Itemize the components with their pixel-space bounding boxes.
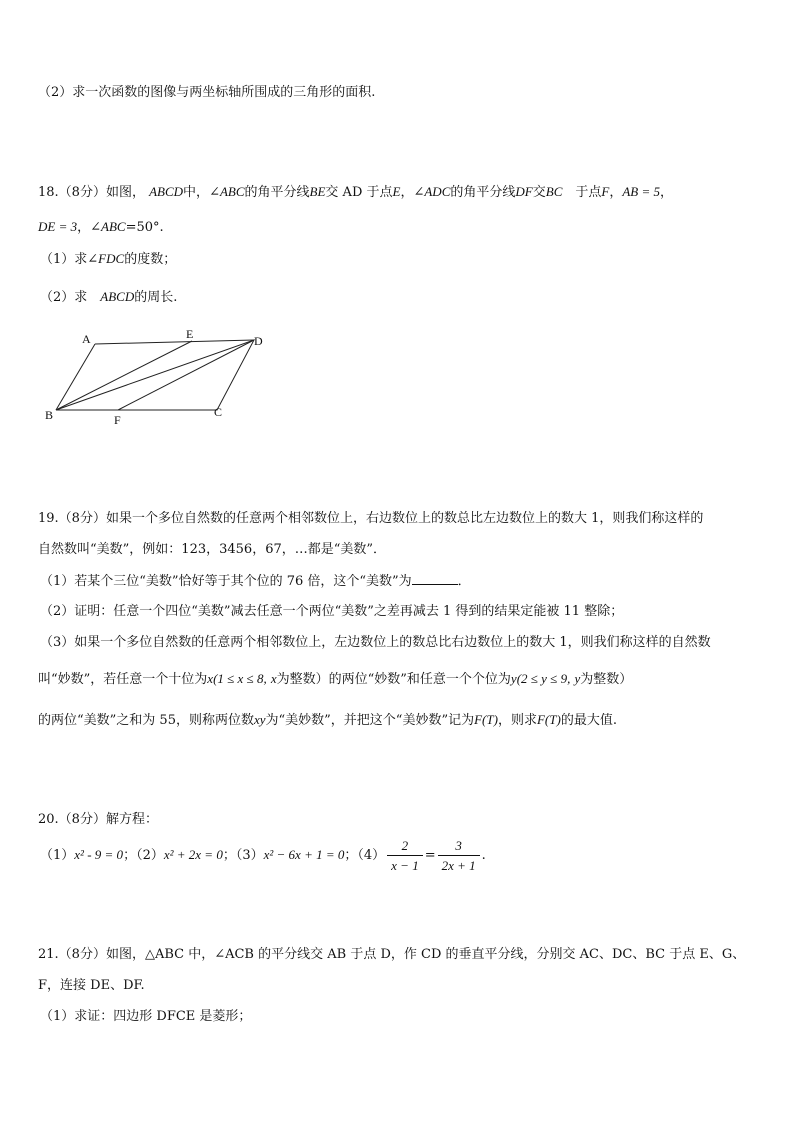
q19-line6: 叫“妙数”，若任意一个十位为x(1 ≤ x ≤ 8, x为整数）的两位“妙数”和任意一个个位为y(2 ≤ y ≤ 9, y为整数） bbox=[38, 671, 633, 687]
q18-part2: （2）求 ABCD的周长. bbox=[40, 289, 178, 305]
segment-df bbox=[118, 340, 254, 410]
label-b: B bbox=[45, 408, 54, 422]
q21-line2: F，连接 DE、DF. bbox=[38, 978, 145, 993]
parallelogram-figure bbox=[40, 326, 280, 436]
fraction-right: $\frac{3}{2x + 1}$ bbox=[438, 837, 480, 874]
label-d: D bbox=[254, 334, 263, 348]
q21-part1: （1）求证：四边形 DFCE 是菱形； bbox=[40, 1009, 252, 1024]
q19-part2: （2）证明：任意一个四位“美数”减去任意一个两位“美数”之差再减去 1 得到的结果定能被 11 整除； bbox=[40, 604, 624, 619]
label-f: F bbox=[114, 413, 121, 427]
q19-line7: 的两位“美数”之和为 55，则称两位数xy为“美妙数”，并把这个“美妙数”记为F(T)，则求F(T)的最大值. bbox=[38, 712, 617, 728]
parallelogram-abcd bbox=[56, 340, 254, 410]
q20-header: 20.（8分）解方程： bbox=[38, 812, 158, 827]
q18-line1: 18.（8分）如图， ABCD中，∠ABC的角平分线BE交 AD 于点E，∠ADC的角平分线DF交BC 于点F，AB = 5， bbox=[38, 184, 674, 200]
q19-part3: （3）如果一个多位自然数的任意两个相邻数位上，左边数位上的数总比右边数位上的数大 1，则我们称这样的自然数 bbox=[40, 635, 711, 650]
label-e: E bbox=[186, 327, 194, 341]
q19-part1: （1）若某个三位“美数”恰好等于其个位的 76 倍，这个“美数”为 ． bbox=[40, 574, 471, 589]
fraction-left: $\frac{2}{x - 1}$ bbox=[387, 837, 423, 874]
label-c: C bbox=[214, 405, 223, 419]
q18-line2: DE = 3，∠ABC=50°. bbox=[38, 219, 164, 235]
side-ad bbox=[95, 340, 254, 344]
answer-blank[interactable] bbox=[412, 572, 458, 585]
q17-part2: （2）求一次函数的图像与两坐标轴所围成的三角形的面积. bbox=[38, 85, 376, 100]
q18-part1: （1）求∠FDC的度数； bbox=[40, 251, 177, 267]
q19-line1: 19.（8分）如果一个多位自然数的任意两个相邻数位上，右边数位上的数总比左边数位上的数大 1，则我们称这样的 bbox=[38, 511, 704, 526]
q19-line2: 自然数叫“美数”，例如：123，3456，67，…都是“美数”． bbox=[38, 542, 387, 557]
q21-line1: 21.（8分）如图，△ABC 中，∠ACB 的平分线交 AB 于点 D，作 CD 的垂直平分线，分别交 AC、DC、BC 于点 E、G、 bbox=[38, 947, 746, 962]
q20-equations: （1）x² - 9 = 0；（2）x² + 2x = 0；（3）x² − 6x + 1 = 0；（4） $\frac{2}{x - 1}$ = $\frac{3}{2x + 1}$ . bbox=[40, 838, 486, 873]
label-a: A bbox=[82, 332, 91, 346]
